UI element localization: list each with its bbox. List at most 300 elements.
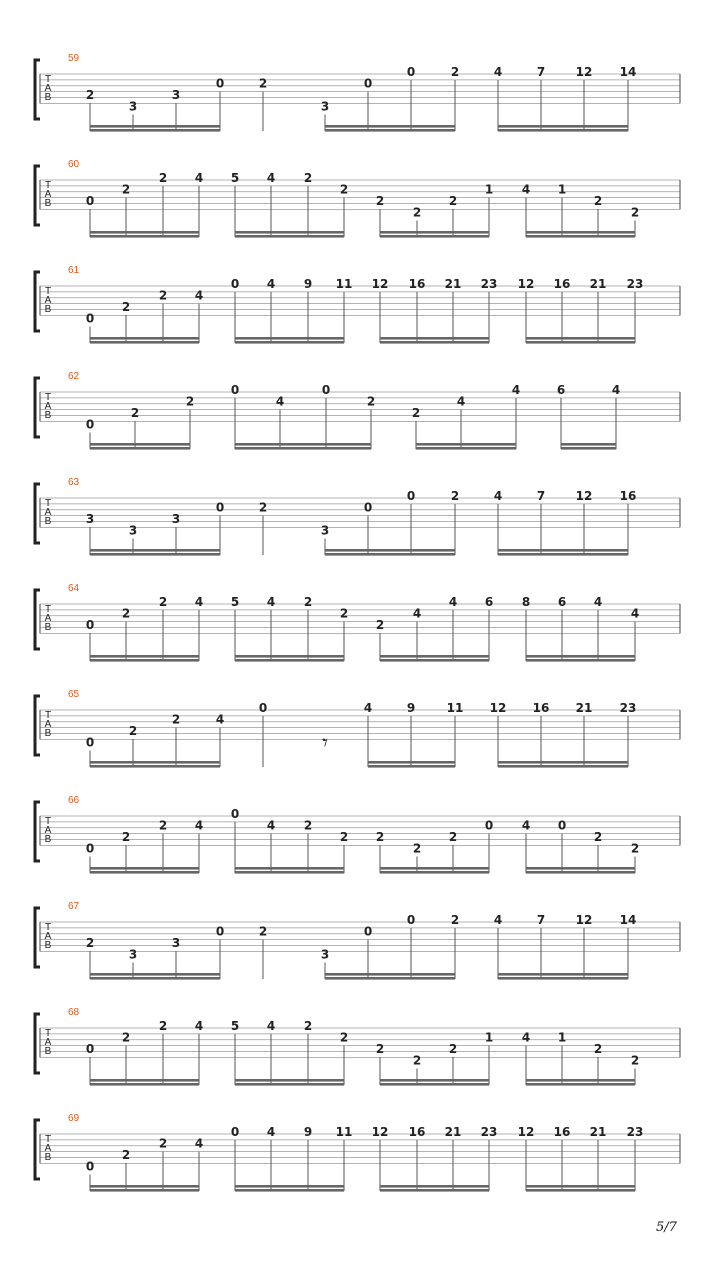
tab-clef-letter: A bbox=[44, 719, 52, 730]
fret-number: 0 bbox=[258, 701, 268, 715]
beam bbox=[90, 1189, 199, 1192]
fret-number: 16 bbox=[553, 1125, 571, 1139]
fret-number: 21 bbox=[589, 277, 607, 291]
beam bbox=[526, 659, 635, 662]
fret-number: 2 bbox=[121, 1030, 131, 1045]
fret-number: 4 bbox=[194, 288, 204, 303]
fret-number: 4 bbox=[521, 1030, 531, 1045]
beam bbox=[380, 1189, 489, 1192]
measure-number: 65 bbox=[68, 689, 80, 700]
fret-number: 2 bbox=[158, 818, 168, 833]
fret-number: 11 bbox=[335, 1125, 353, 1139]
fret-number: 0 bbox=[85, 735, 95, 750]
fret-number: 4 bbox=[266, 595, 276, 609]
fret-number: 4 bbox=[412, 606, 422, 621]
beam bbox=[235, 867, 344, 870]
fret-number: 7 bbox=[536, 65, 546, 79]
fret-number: 14 bbox=[619, 65, 637, 79]
fret-number: 2 bbox=[630, 1053, 640, 1068]
measure-number: 59 bbox=[68, 53, 80, 64]
beam bbox=[498, 765, 628, 768]
tab-clef-letter: T bbox=[44, 498, 52, 509]
beam bbox=[325, 977, 455, 980]
fret-number: 4 bbox=[611, 383, 621, 397]
fret-number: 2 bbox=[158, 288, 168, 303]
fret-number: 2 bbox=[375, 830, 385, 844]
fret-number: 2 bbox=[593, 830, 603, 844]
fret-number: 4 bbox=[194, 1019, 204, 1033]
tab-clef-letter: A bbox=[44, 1037, 52, 1048]
fret-number: 0 bbox=[85, 1042, 95, 1056]
beam bbox=[526, 231, 635, 234]
fret-number: 4 bbox=[493, 489, 503, 503]
tab-clef-letter: T bbox=[44, 922, 52, 933]
fret-number: 0 bbox=[321, 383, 331, 397]
fret-number: 16 bbox=[619, 489, 637, 503]
fret-number: 0 bbox=[85, 417, 95, 432]
fret-number: 4 bbox=[363, 701, 373, 715]
beam bbox=[235, 659, 344, 662]
system-bracket bbox=[35, 802, 40, 861]
fret-number: 4 bbox=[456, 394, 466, 409]
fret-number: 2 bbox=[339, 182, 349, 197]
fret-number: 3 bbox=[128, 947, 138, 962]
tab-clef-letter: B bbox=[44, 516, 52, 527]
fret-number: 4 bbox=[593, 595, 603, 609]
measure-number: 64 bbox=[68, 583, 80, 594]
tab-clef-letter: T bbox=[44, 74, 52, 85]
beam bbox=[526, 1185, 635, 1188]
beam bbox=[325, 129, 455, 132]
beam bbox=[90, 235, 199, 238]
beam bbox=[235, 231, 344, 234]
fret-number: 0 bbox=[406, 489, 416, 503]
eighth-rest-icon: 𝄾 bbox=[322, 731, 328, 756]
fret-number: 16 bbox=[532, 701, 550, 715]
system-bracket bbox=[35, 590, 40, 649]
beam bbox=[380, 337, 489, 340]
beam bbox=[561, 443, 616, 446]
fret-number: 2 bbox=[303, 171, 313, 185]
fret-number: 2 bbox=[171, 712, 181, 727]
fret-number: 2 bbox=[375, 618, 385, 632]
system-bracket bbox=[35, 60, 40, 119]
fret-number: 5 bbox=[230, 171, 240, 185]
beam bbox=[235, 1083, 344, 1086]
system-bracket bbox=[35, 908, 40, 967]
fret-number: 4 bbox=[266, 171, 276, 185]
fret-number: 2 bbox=[85, 88, 95, 102]
fret-number: 3 bbox=[171, 512, 181, 526]
fret-number: 6 bbox=[484, 595, 494, 609]
beam bbox=[380, 655, 489, 658]
fret-number: 2 bbox=[375, 194, 385, 208]
fret-number: 4 bbox=[194, 171, 204, 185]
fret-number: 2 bbox=[130, 406, 140, 420]
beam bbox=[235, 1189, 344, 1192]
fret-number: 3 bbox=[128, 523, 138, 538]
fret-number: 4 bbox=[448, 595, 458, 609]
system-bracket bbox=[35, 1014, 40, 1073]
beam bbox=[325, 125, 455, 128]
beam bbox=[90, 659, 199, 662]
tab-clef-letter: A bbox=[44, 401, 52, 412]
fret-number: 2 bbox=[303, 818, 313, 833]
beam bbox=[498, 549, 628, 552]
beam bbox=[498, 973, 628, 976]
tab-clef-letter: A bbox=[44, 613, 52, 624]
tab-system bbox=[35, 1007, 680, 1086]
beam bbox=[526, 341, 635, 344]
fret-number: 2 bbox=[366, 394, 376, 409]
fret-number: 0 bbox=[215, 76, 225, 91]
fret-number: 1 bbox=[557, 182, 567, 197]
measure-number: 69 bbox=[68, 1113, 80, 1124]
fret-number: 2 bbox=[448, 194, 458, 208]
tab-clef-letter: B bbox=[44, 940, 52, 951]
fret-number: 2 bbox=[158, 595, 168, 609]
beam bbox=[526, 871, 635, 874]
system-bracket bbox=[35, 484, 40, 543]
tab-system bbox=[35, 477, 680, 556]
fret-number: 2 bbox=[258, 500, 268, 515]
system-bracket bbox=[35, 1120, 40, 1179]
beam bbox=[90, 129, 220, 132]
fret-number: 6 bbox=[557, 595, 567, 609]
beam bbox=[90, 1185, 199, 1188]
fret-number: 4 bbox=[215, 712, 225, 727]
fret-number: 2 bbox=[158, 171, 168, 185]
fret-number: 11 bbox=[335, 277, 353, 291]
beam bbox=[325, 549, 455, 552]
fret-number: 4 bbox=[194, 1136, 204, 1151]
fret-number: 0 bbox=[215, 924, 225, 939]
fret-number: 9 bbox=[406, 701, 416, 715]
tab-clef-letter: B bbox=[44, 1046, 52, 1057]
beam bbox=[380, 231, 489, 234]
fret-number: 7 bbox=[536, 489, 546, 503]
beam bbox=[380, 1185, 489, 1188]
fret-number: 0 bbox=[85, 194, 95, 208]
tab-clef-letter: A bbox=[44, 825, 52, 836]
fret-number: 4 bbox=[266, 818, 276, 833]
fret-number: 23 bbox=[626, 277, 644, 291]
fret-number: 4 bbox=[493, 913, 503, 927]
system-bracket bbox=[35, 378, 40, 437]
fret-number: 2 bbox=[448, 830, 458, 844]
fret-number: 4 bbox=[266, 1019, 276, 1033]
fret-number: 2 bbox=[339, 830, 349, 844]
fret-number: 12 bbox=[517, 277, 535, 291]
tab-clef-letter: A bbox=[44, 83, 52, 94]
fret-number: 0 bbox=[484, 818, 494, 833]
tab-clef-letter: B bbox=[44, 728, 52, 739]
fret-number: 4 bbox=[266, 277, 276, 291]
beam bbox=[90, 973, 220, 976]
fret-number: 21 bbox=[575, 701, 593, 715]
tab-clef-letter: T bbox=[44, 710, 52, 721]
beam bbox=[90, 655, 199, 658]
beam bbox=[498, 125, 628, 128]
fret-number: 2 bbox=[375, 1042, 385, 1056]
fret-number: 14 bbox=[619, 913, 637, 927]
beam bbox=[368, 765, 455, 768]
beam bbox=[235, 1185, 344, 1188]
system-bracket bbox=[35, 696, 40, 755]
beam bbox=[526, 1189, 635, 1192]
fret-number: 0 bbox=[230, 807, 240, 821]
beam bbox=[380, 235, 489, 238]
beam bbox=[526, 1079, 635, 1082]
fret-number: 0 bbox=[406, 65, 416, 79]
tab-clef-letter: B bbox=[44, 834, 52, 845]
beam bbox=[498, 977, 628, 980]
tab-clef-letter: B bbox=[44, 410, 52, 421]
fret-number: 23 bbox=[626, 1125, 644, 1139]
fret-number: 2 bbox=[158, 1019, 168, 1033]
fret-number: 2 bbox=[85, 936, 95, 950]
fret-number: 2 bbox=[630, 205, 640, 220]
fret-number: 2 bbox=[448, 1042, 458, 1056]
tab-clef-letter: B bbox=[44, 1152, 52, 1163]
beam bbox=[235, 1079, 344, 1082]
measure-number: 62 bbox=[68, 371, 80, 382]
fret-number: 23 bbox=[480, 277, 498, 291]
fret-number: 5 bbox=[230, 1019, 240, 1033]
fret-number: 2 bbox=[412, 1053, 422, 1068]
beam bbox=[90, 125, 220, 128]
fret-number: 4 bbox=[630, 606, 640, 621]
fret-number: 2 bbox=[185, 394, 195, 409]
tab-system bbox=[35, 689, 680, 768]
tab-system bbox=[35, 265, 680, 344]
fret-number: 4 bbox=[194, 595, 204, 609]
fret-number: 21 bbox=[444, 277, 462, 291]
fret-number: 16 bbox=[408, 1125, 426, 1139]
beam bbox=[90, 867, 199, 870]
fret-number: 4 bbox=[521, 182, 531, 197]
beam bbox=[90, 231, 199, 234]
fret-number: 2 bbox=[450, 489, 460, 503]
fret-number: 2 bbox=[593, 194, 603, 208]
beam bbox=[90, 443, 190, 446]
fret-number: 2 bbox=[128, 724, 138, 738]
beam bbox=[498, 761, 628, 764]
beam bbox=[325, 553, 455, 556]
tab-clef-letter: B bbox=[44, 304, 52, 315]
measure-number: 63 bbox=[68, 477, 80, 488]
tab-clef-letter: T bbox=[44, 1134, 52, 1145]
beam bbox=[235, 341, 344, 344]
measure-number: 61 bbox=[68, 265, 80, 276]
fret-number: 2 bbox=[593, 1042, 603, 1056]
fret-number: 2 bbox=[158, 1136, 168, 1151]
fret-number: 9 bbox=[303, 277, 313, 291]
beam bbox=[526, 655, 635, 658]
fret-number: 6 bbox=[556, 383, 566, 397]
fret-number: 2 bbox=[121, 830, 131, 844]
beam bbox=[235, 337, 344, 340]
beam bbox=[235, 443, 371, 446]
tab-clef-letter: T bbox=[44, 1028, 52, 1039]
fret-number: 0 bbox=[557, 818, 567, 833]
beam bbox=[498, 129, 628, 132]
fret-number: 2 bbox=[412, 205, 422, 220]
fret-number: 3 bbox=[85, 512, 95, 526]
fret-number: 2 bbox=[303, 1019, 313, 1033]
fret-number: 21 bbox=[589, 1125, 607, 1139]
fret-number: 2 bbox=[450, 65, 460, 79]
tab-clef-letter: A bbox=[44, 295, 52, 306]
fret-number: 0 bbox=[363, 500, 373, 515]
fret-number: 12 bbox=[575, 65, 593, 79]
tab-system bbox=[35, 583, 680, 662]
tab-clef-letter: A bbox=[44, 189, 52, 200]
beam bbox=[235, 235, 344, 238]
tab-clef-letter: B bbox=[44, 92, 52, 103]
fret-number: 4 bbox=[511, 383, 521, 397]
beam bbox=[90, 549, 220, 552]
beam bbox=[90, 447, 190, 450]
fret-number: 2 bbox=[121, 300, 131, 314]
fret-number: 16 bbox=[408, 277, 426, 291]
beam bbox=[90, 761, 220, 764]
beam bbox=[235, 447, 371, 450]
fret-number: 2 bbox=[339, 1030, 349, 1045]
fret-number: 12 bbox=[575, 913, 593, 927]
fret-number: 0 bbox=[215, 500, 225, 515]
fret-number: 5 bbox=[230, 595, 240, 609]
fret-number: 0 bbox=[85, 618, 95, 632]
measure-number: 60 bbox=[68, 159, 80, 170]
tab-clef-letter: B bbox=[44, 622, 52, 633]
fret-number: 2 bbox=[121, 606, 131, 621]
fret-number: 12 bbox=[371, 277, 389, 291]
fret-number: 2 bbox=[121, 1148, 131, 1162]
tab-system bbox=[35, 1113, 680, 1192]
beam bbox=[380, 1083, 489, 1086]
fret-number: 2 bbox=[412, 841, 422, 856]
beam bbox=[90, 871, 199, 874]
system-bracket bbox=[35, 166, 40, 225]
beam bbox=[235, 655, 344, 658]
tab-system bbox=[35, 53, 680, 132]
fret-number: 4 bbox=[493, 65, 503, 79]
fret-number: 4 bbox=[521, 818, 531, 833]
tab-clef-letter: B bbox=[44, 198, 52, 209]
beam bbox=[526, 337, 635, 340]
fret-number: 21 bbox=[444, 1125, 462, 1139]
fret-number: 1 bbox=[484, 1030, 494, 1045]
beam bbox=[416, 443, 516, 446]
fret-number: 0 bbox=[363, 76, 373, 91]
fret-number: 3 bbox=[128, 99, 138, 114]
tab-system bbox=[35, 901, 680, 980]
tab-clef-letter: T bbox=[44, 180, 52, 191]
fret-number: 23 bbox=[480, 1125, 498, 1139]
fret-number: 2 bbox=[121, 182, 131, 197]
fret-number: 4 bbox=[194, 818, 204, 833]
page-number: 5/7 bbox=[656, 1220, 677, 1235]
beam bbox=[498, 553, 628, 556]
fret-number: 3 bbox=[171, 88, 181, 102]
beam bbox=[380, 1079, 489, 1082]
fret-number: 4 bbox=[275, 394, 285, 409]
fret-number: 11 bbox=[446, 701, 464, 715]
fret-number: 2 bbox=[258, 76, 268, 91]
beam bbox=[90, 765, 220, 768]
fret-number: 3 bbox=[320, 947, 330, 962]
beam bbox=[526, 867, 635, 870]
fret-number: 2 bbox=[630, 841, 640, 856]
fret-number: 1 bbox=[484, 182, 494, 197]
fret-number: 7 bbox=[536, 913, 546, 927]
fret-number: 1 bbox=[557, 1030, 567, 1045]
fret-number: 4 bbox=[266, 1125, 276, 1139]
fret-number: 0 bbox=[85, 311, 95, 326]
tab-system bbox=[35, 795, 680, 874]
fret-number: 2 bbox=[450, 913, 460, 927]
fret-number: 2 bbox=[339, 606, 349, 621]
fret-number: 0 bbox=[406, 913, 416, 927]
beam bbox=[380, 867, 489, 870]
beam bbox=[90, 553, 220, 556]
tab-clef-letter: T bbox=[44, 286, 52, 297]
beam bbox=[90, 1083, 199, 1086]
beam bbox=[416, 447, 516, 450]
beam bbox=[380, 341, 489, 344]
fret-number: 9 bbox=[303, 1125, 313, 1139]
fret-number: 12 bbox=[517, 1125, 535, 1139]
beam bbox=[380, 871, 489, 874]
tab-clef-letter: A bbox=[44, 1143, 52, 1154]
beam bbox=[561, 447, 616, 450]
tab-clef-letter: A bbox=[44, 507, 52, 518]
measure-number: 67 bbox=[68, 901, 80, 912]
fret-number: 16 bbox=[553, 277, 571, 291]
measure-number: 66 bbox=[68, 795, 80, 806]
fret-number: 12 bbox=[575, 489, 593, 503]
tab-clef-letter: A bbox=[44, 931, 52, 942]
tab-clef-letter: T bbox=[44, 816, 52, 827]
fret-number: 12 bbox=[371, 1125, 389, 1139]
beam bbox=[325, 973, 455, 976]
fret-number: 3 bbox=[320, 523, 330, 538]
beam bbox=[526, 235, 635, 238]
beam bbox=[90, 977, 220, 980]
beam bbox=[526, 1083, 635, 1086]
fret-number: 3 bbox=[171, 936, 181, 950]
fret-number: 8 bbox=[521, 595, 531, 609]
measure-number: 68 bbox=[68, 1007, 80, 1018]
tab-clef-letter: T bbox=[44, 392, 52, 403]
tab-system bbox=[35, 371, 680, 450]
tab-clef-letter: T bbox=[44, 604, 52, 615]
system-bracket bbox=[35, 272, 40, 331]
beam bbox=[235, 871, 344, 874]
tab-system bbox=[35, 159, 680, 238]
beam bbox=[90, 341, 199, 344]
beam bbox=[90, 337, 199, 340]
fret-number: 3 bbox=[320, 99, 330, 114]
beam bbox=[90, 1079, 199, 1082]
fret-number: 23 bbox=[619, 701, 637, 715]
fret-number: 0 bbox=[230, 383, 240, 397]
fret-number: 0 bbox=[230, 1125, 240, 1139]
fret-number: 2 bbox=[411, 406, 421, 420]
beam bbox=[380, 659, 489, 662]
fret-number: 2 bbox=[258, 924, 268, 939]
